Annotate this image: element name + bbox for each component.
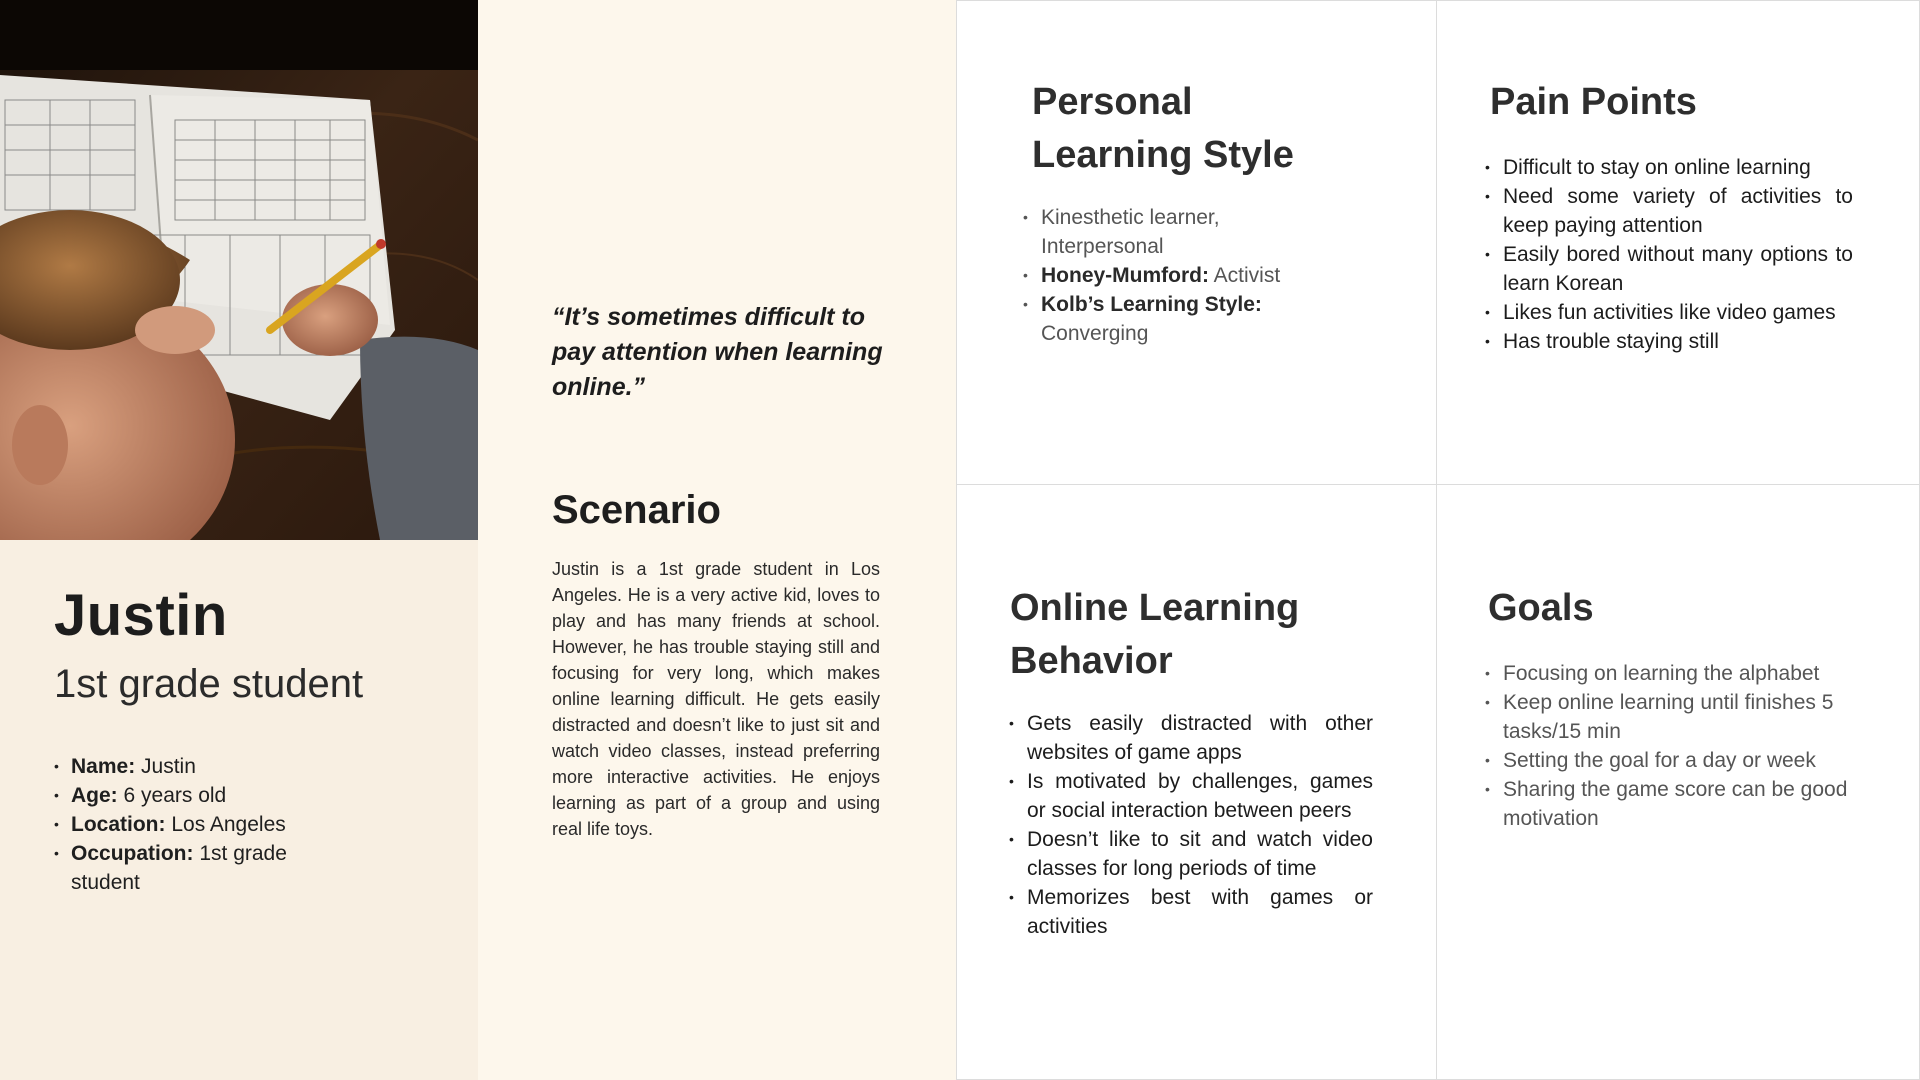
list-item: • Is motivated by challenges, games or social interaction between peers [1009, 767, 1373, 825]
persona-name: Justin [54, 583, 228, 648]
list-item [1023, 203, 1323, 261]
learning-style-title: Personal Learning Style [1032, 81, 1294, 176]
list-item: • Need some variety of activities to keep paying attention [1485, 182, 1853, 240]
behavior-title: Online Learning Behavior [1010, 587, 1300, 682]
detail-location [54, 810, 354, 839]
scenario-title: Scenario [552, 488, 721, 532]
list-item: • Memorizes best with games or activities [1009, 883, 1373, 941]
item-value: Converging [1041, 322, 1149, 345]
detail-value: Los Angeles [165, 813, 286, 836]
grid-divider [1436, 0, 1437, 1080]
list-item: • Easily bored without many options to learn Korean [1485, 240, 1853, 298]
goals-title: Goals [1488, 587, 1594, 629]
item-value: Activist [1208, 264, 1281, 287]
list-item: • Sharing the game score can be good motivation [1485, 775, 1855, 833]
list-item [1023, 290, 1323, 348]
detail-occupation [54, 839, 354, 897]
list-item: • Gets easily distracted with other websites of game apps [1009, 709, 1373, 767]
learning-style-list [1023, 203, 1323, 348]
detail-value: 1st grade student [71, 842, 287, 894]
item-label: Kolb’s Learning Style: [1041, 293, 1262, 316]
list-item: • Keep online learning until finishes 5 tasks/15 min [1485, 688, 1855, 746]
pain-points-title: Pain Points [1490, 81, 1697, 123]
grid-divider [956, 484, 1920, 485]
list-item: • Has trouble staying still [1485, 327, 1853, 356]
pain-points-list [1485, 153, 1853, 356]
list-item: • Focusing on learning the alphabet [1485, 659, 1855, 688]
detail-age [54, 781, 354, 810]
detail-value: 6 years old [117, 784, 227, 807]
detail-name [54, 752, 354, 781]
list-item [1023, 261, 1323, 290]
child-writing-worksheet-photo [0, 0, 478, 540]
behavior-list [1009, 709, 1373, 941]
list-item: • Setting the goal for a day or week [1485, 746, 1855, 775]
item-label: Honey-Mumford: [1041, 264, 1209, 287]
list-item: • Difficult to stay on online learning [1485, 153, 1853, 182]
persona-quote: “It’s sometimes difficult to pay attention when learning online.” [552, 303, 883, 401]
story-panel [478, 0, 956, 1080]
item-value: Kinesthetic learner, Interpersonal [1041, 206, 1220, 258]
persona-subtitle: 1st grade student [54, 662, 364, 706]
grid-divider [956, 0, 957, 1080]
detail-label: Location: [71, 813, 166, 836]
detail-value: Justin [135, 755, 196, 778]
detail-label: Age: [71, 784, 118, 807]
scenario-text: Justin is a 1st grade student in Los Angeles. He is a very active kid, loves to play and has many friends at school. However, he has trouble staying still and focusing for very long, which makes online learning difficult. He gets easily distracted and doesn’t like to just sit and watch video classes, instead preferring more interactive activities. He enjoys learning as part of a group and using real life toys. [552, 559, 880, 839]
persona-panel [0, 0, 478, 1080]
persona-details [54, 752, 354, 897]
list-item: • Likes fun activities like video games [1485, 298, 1853, 327]
goals-list [1485, 659, 1855, 833]
detail-label: Occupation: [71, 842, 194, 865]
list-item: • Doesn’t like to sit and watch video classes for long periods of time [1009, 825, 1373, 883]
persona-photo [0, 0, 478, 540]
detail-label: Name: [71, 755, 136, 778]
grid-divider [956, 0, 1920, 1]
